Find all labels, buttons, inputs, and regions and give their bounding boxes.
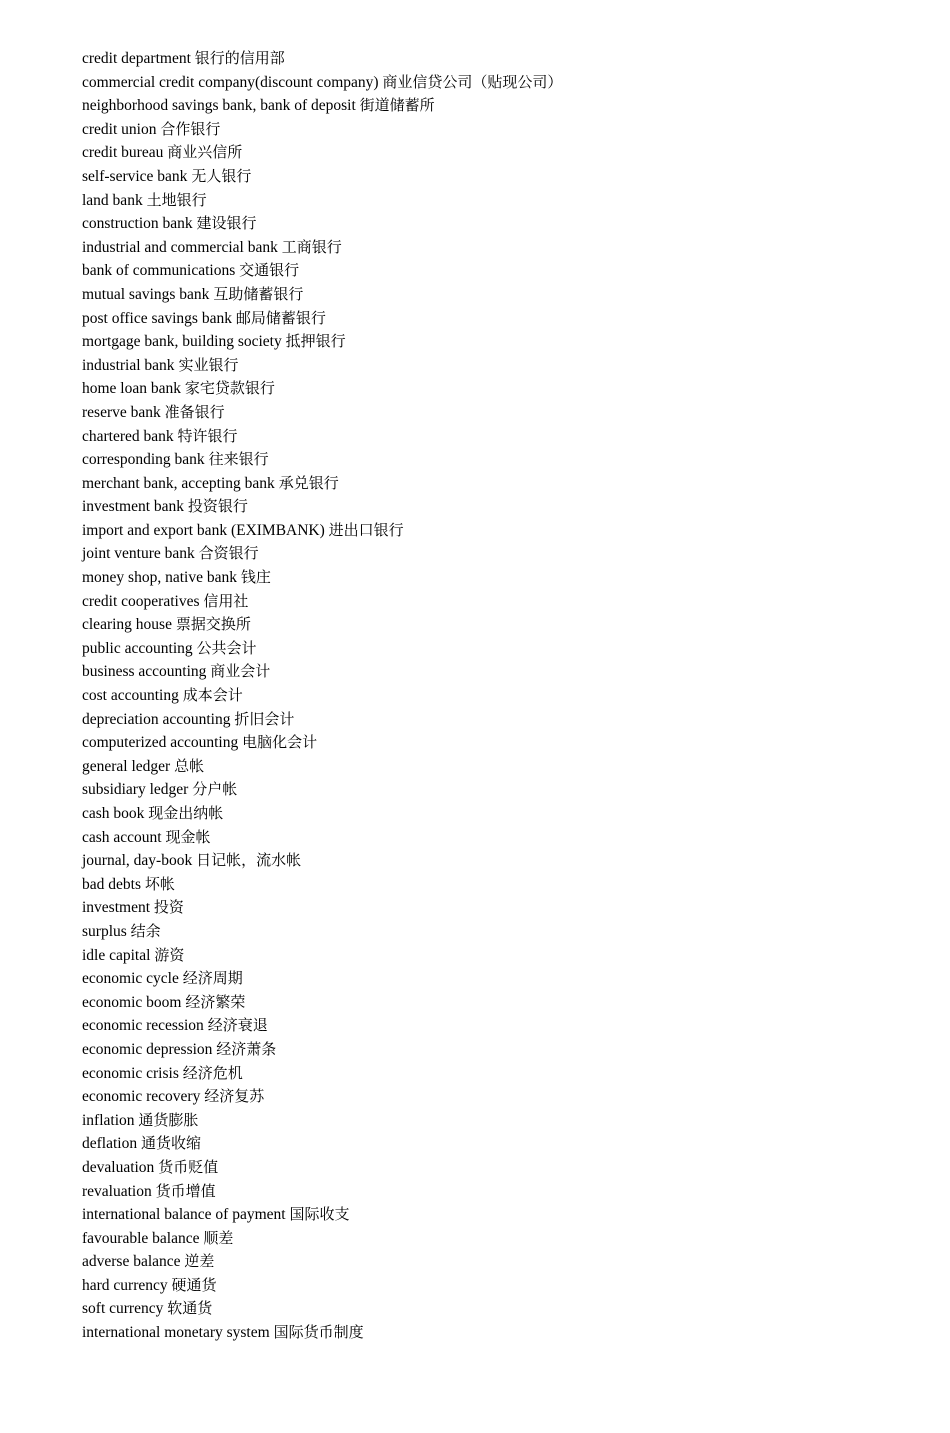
entry-term-english: industrial bank (82, 356, 175, 374)
entry-term-english: economic boom (82, 993, 182, 1011)
entry-term-english: credit department (82, 50, 191, 67)
entry-term-chinese: 互助储蓄银行 (213, 284, 304, 303)
entry-term-chinese: 成本会计 (182, 686, 243, 705)
entry-term-english: hard currency (82, 1276, 168, 1294)
entry-term-chinese: 合作银行 (160, 119, 221, 138)
entry-term-chinese: 分户帐 (192, 780, 238, 799)
glossary-entry (82, 189, 562, 213)
glossary-entry (82, 1038, 562, 1062)
glossary-entry (82, 71, 562, 95)
entry-term-chinese: 抵押银行 (285, 332, 346, 351)
entry-term-english: international balance of payment (82, 1206, 286, 1224)
entry-term-english: neighborhood savings bank, bank of deposit (82, 97, 356, 115)
entry-term-chinese: 折旧会计 (234, 709, 295, 728)
glossary-entry (82, 236, 562, 260)
glossary-entry (82, 401, 562, 425)
glossary-entry (82, 708, 562, 732)
glossary-entry (82, 1274, 562, 1298)
glossary-entry (82, 944, 562, 968)
entry-term-chinese: 顺差 (203, 1228, 234, 1247)
glossary-entry (82, 873, 562, 897)
entry-term-chinese: 家宅贷款银行 (184, 379, 275, 398)
glossary-entry (82, 849, 562, 873)
entry-term-chinese: 信用社 (203, 591, 249, 610)
entry-term-chinese: 软通货 (167, 1299, 213, 1318)
entry-term-chinese: 电脑化会计 (242, 733, 318, 752)
entry-term-chinese: 通货收缩 (140, 1134, 201, 1153)
entry-term-chinese: 经济复苏 (204, 1087, 265, 1106)
entry-term-chinese: 银行的信用部 (194, 49, 285, 67)
entry-term-chinese: 结余 (130, 921, 161, 940)
entry-term-english: journal, day-book (82, 852, 193, 870)
entry-term-chinese: 日记帐，流水帐 (196, 851, 302, 870)
entry-term-chinese: 票据交换所 (175, 615, 251, 634)
entry-term-chinese: 经济周期 (182, 969, 243, 988)
glossary-entry (82, 566, 562, 590)
entry-term-chinese: 经济衰退 (207, 1016, 268, 1035)
entry-term-english: surplus (82, 922, 127, 940)
glossary-entry (82, 637, 562, 661)
glossary-entry (82, 967, 562, 991)
glossary-entry (82, 330, 562, 354)
entry-term-english: chartered bank (82, 427, 174, 445)
entry-term-english: economic crisis (82, 1064, 179, 1082)
glossary-entry (82, 1014, 562, 1038)
entry-term-chinese: 货币贬值 (158, 1157, 219, 1176)
entry-term-english: devaluation (82, 1158, 155, 1176)
entry-term-english: idle capital (82, 946, 151, 964)
entry-term-english: inflation (82, 1111, 135, 1129)
entry-term-english: economic recovery (82, 1088, 201, 1106)
glossary-entry (82, 1085, 562, 1109)
glossary-entry (82, 613, 562, 637)
entry-term-english: money shop, native bank (82, 569, 237, 587)
entry-term-english: corresponding bank (82, 451, 205, 469)
entry-term-english: investment bank (82, 498, 185, 516)
entry-term-chinese: 总帐 (174, 756, 205, 775)
entry-term-english: industrial and commercial bank (82, 238, 278, 256)
entry-term-chinese: 实业银行 (178, 355, 239, 374)
glossary-entry (82, 802, 562, 826)
entry-term-chinese: 建设银行 (196, 214, 257, 233)
glossary-entry (82, 1180, 562, 1204)
entry-term-english: business accounting (82, 663, 207, 681)
entry-term-english: depreciation accounting (82, 710, 231, 728)
entry-term-chinese: 投资银行 (187, 497, 248, 516)
entry-term-chinese: 合资银行 (198, 544, 259, 563)
glossary-entry (82, 920, 562, 944)
entry-term-chinese: 游资 (154, 945, 185, 964)
glossary-entry (82, 684, 562, 708)
entry-term-english: construction bank (82, 215, 193, 233)
entry-term-english: cash book (82, 805, 145, 822)
glossary-entry (82, 472, 562, 496)
glossary-entry (82, 1156, 562, 1180)
entry-term-english: adverse balance (82, 1253, 181, 1271)
glossary-entry (82, 1227, 562, 1251)
entry-term-chinese: 街道储蓄所 (359, 96, 435, 115)
glossary-entry (82, 660, 562, 684)
entry-term-english: commercial credit company(discount company) (82, 73, 379, 91)
glossary-entry (82, 141, 562, 165)
glossary-entry (82, 755, 562, 779)
entry-term-chinese: 经济萧条 (216, 1039, 277, 1058)
entry-term-chinese: 邮局储蓄银行 (235, 308, 326, 327)
entry-term-chinese: 钱庄 (240, 568, 271, 587)
glossary-entry (82, 283, 562, 307)
entry-term-chinese: 逆差 (184, 1252, 215, 1271)
entry-term-english: computerized accounting (82, 734, 239, 752)
entry-term-english: investment (82, 899, 151, 917)
entry-term-chinese: 投资 (153, 898, 184, 917)
glossary-list (82, 47, 562, 1345)
glossary-entry (82, 47, 562, 71)
entry-term-english: post office savings bank (82, 309, 232, 327)
entry-term-english: deflation (82, 1135, 138, 1153)
entry-term-english: home loan bank (82, 380, 182, 398)
entry-term-chinese: 工商银行 (281, 237, 342, 256)
glossary-entry (82, 542, 562, 566)
glossary-entry (82, 377, 562, 401)
entry-term-english: international monetary system (82, 1324, 270, 1342)
glossary-entry (82, 165, 562, 189)
entry-term-chinese: 现金帐 (165, 827, 211, 846)
entry-term-chinese: 国际货币制度 (273, 1323, 364, 1342)
entry-term-chinese: 商业会计 (210, 662, 271, 681)
glossary-entry (82, 1203, 562, 1227)
entry-term-english: economic depression (82, 1040, 213, 1058)
entry-term-english: soft currency (82, 1300, 164, 1318)
entry-term-chinese: 硬通货 (171, 1275, 217, 1294)
entry-term-chinese: 国际收支 (289, 1205, 350, 1224)
glossary-entry (82, 590, 562, 614)
entry-term-chinese: 往来银行 (208, 450, 269, 469)
glossary-entry (82, 1132, 562, 1156)
glossary-entry (82, 1109, 562, 1133)
glossary-entry (82, 778, 562, 802)
glossary-entry (82, 1297, 562, 1321)
entry-term-english: credit union (82, 120, 157, 138)
glossary-entry (82, 259, 562, 283)
entry-term-chinese: 经济危机 (182, 1063, 243, 1082)
glossary-entry (82, 1250, 562, 1274)
entry-term-chinese: 承兑银行 (278, 473, 339, 492)
entry-term-english: import and export bank (EXIMBANK) (82, 521, 325, 539)
entry-term-english: economic cycle (82, 970, 179, 988)
entry-term-english: economic recession (82, 1017, 204, 1035)
glossary-entry (82, 731, 562, 755)
entry-term-chinese: 土地银行 (146, 190, 207, 209)
entry-term-english: revaluation (82, 1182, 152, 1200)
entry-term-chinese: 准备银行 (164, 402, 225, 421)
entry-term-english: bad debts (82, 875, 141, 893)
entry-term-chinese: 进出口银行 (328, 520, 404, 539)
entry-term-chinese: 特许银行 (177, 426, 238, 445)
entry-term-english: self-service bank (82, 167, 188, 185)
entry-term-english: bank of communications (82, 262, 236, 280)
glossary-entry (82, 354, 562, 378)
entry-term-english: credit cooperatives (82, 592, 200, 610)
entry-term-chinese: 坏帐 (144, 874, 175, 893)
glossary-entry (82, 1321, 562, 1345)
glossary-entry (82, 896, 562, 920)
entry-term-english: joint venture bank (82, 545, 195, 563)
glossary-entry (82, 212, 562, 236)
glossary-entry (82, 826, 562, 850)
entry-term-english: cost accounting (82, 687, 179, 705)
entry-term-english: public accounting (82, 639, 193, 657)
glossary-entry (82, 1062, 562, 1086)
glossary-entry (82, 991, 562, 1015)
entry-term-english: clearing house (82, 616, 172, 634)
glossary-entry (82, 495, 562, 519)
entry-term-english: mortgage bank, building society (82, 333, 282, 351)
glossary-entry (82, 118, 562, 142)
entry-term-chinese: 公共会计 (196, 638, 257, 657)
glossary-entry (82, 307, 562, 331)
entry-term-chinese: 商业兴信所 (167, 143, 243, 162)
entry-term-english: cash account (82, 828, 162, 846)
entry-term-english: mutual savings bank (82, 285, 210, 303)
glossary-entry (82, 425, 562, 449)
glossary-entry (82, 448, 562, 472)
entry-term-english: merchant bank, accepting bank (82, 474, 275, 492)
entry-term-english: reserve bank (82, 403, 161, 421)
entry-term-english: credit bureau (82, 144, 164, 162)
entry-term-chinese: 现金出纳帐 (148, 804, 224, 822)
entry-term-chinese: 交通银行 (239, 261, 300, 280)
entry-term-english: land bank (82, 191, 143, 209)
entry-term-chinese: 经济繁荣 (185, 992, 246, 1011)
entry-term-chinese: 通货膨胀 (138, 1110, 199, 1129)
entry-term-chinese: 商业信贷公司（贴现公司） (382, 72, 563, 91)
glossary-entry (82, 94, 562, 118)
entry-term-english: subsidiary ledger (82, 781, 189, 799)
entry-term-chinese: 无人银行 (191, 166, 252, 185)
glossary-entry (82, 519, 562, 543)
entry-term-english: favourable balance (82, 1229, 200, 1247)
entry-term-english: general ledger (82, 757, 171, 775)
entry-term-chinese: 货币增值 (155, 1181, 216, 1200)
